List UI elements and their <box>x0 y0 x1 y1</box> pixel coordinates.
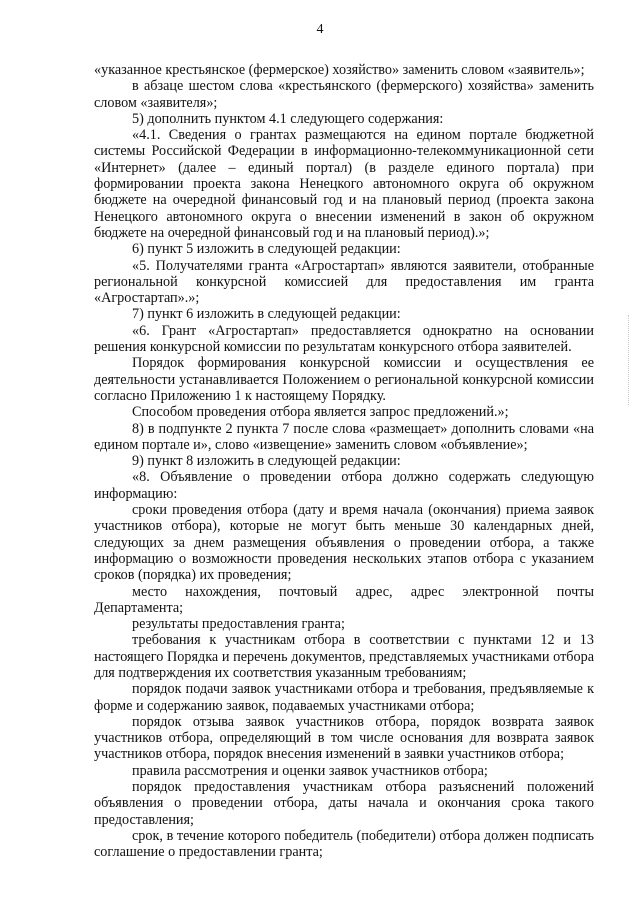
paragraph: срок, в течение которого победитель (победители) отбора должен подписать соглашение о предоставлении гранта; <box>94 827 594 861</box>
paragraph: «6. Грант «Агростартап» предоставляется однократно на основании решения конкурсной комиссии по результатам конкурсного отбора заявителей. <box>94 322 594 356</box>
paragraph: «указанное крестьянское (фермерское) хозяйство» заменить словом «заявитель»; <box>94 62 585 78</box>
paragraph: «8. Объявление о проведении отбора должно содержать следующую информацию: <box>94 469 594 502</box>
paragraph: 6) пункт 5 изложить в следующей редакции: <box>132 241 401 258</box>
paragraph: результаты предоставления гранта; <box>132 616 345 633</box>
paragraph: 7) пункт 6 изложить в следующей редакции: <box>132 306 401 323</box>
paragraph: в абзаце шестом слова «крестьянского (фермерского) хозяйства» заменить словом «заявителя»; <box>94 78 594 111</box>
paragraph: «5. Получателями гранта «Агростартап» являются заявители, отобранные региональной конкурсной комиссией для предоставления им гранта «Агростартап».»; <box>94 257 594 307</box>
paragraph: 9) пункт 8 изложить в следующей редакции: <box>132 453 401 470</box>
paragraph: Способом проведения отбора является запрос предложений.»; <box>132 404 509 421</box>
paragraph: сроки проведения отбора (дату и время начала (окончания) приема заявок участников отбора), которые не могут быть меньше 30 календарных дней, следующих за днем размещения объявления о проведении отбора, а также информацию о возможности проведения нескольких этапов отбора с указанием сроков (порядка) их проведения; <box>94 502 594 584</box>
paragraph: 5) дополнить пунктом 4.1 следующего содержания: <box>132 110 444 127</box>
paragraph: 8) в подпункте 2 пункта 7 после слова «размещает» дополнить словами «на едином портале и», слово «извещение» заменить словом «объявление»; <box>94 420 594 453</box>
scan-edge-mark <box>628 315 630 405</box>
paragraph: требования к участникам отбора в соответствии с пунктами 12 и 13 настоящего Порядка и перечень документов, представляемых участниками отбора для подтверждения их соответствия указанным требованиям; <box>94 632 594 681</box>
page-number: 4 <box>316 22 324 37</box>
paragraph: «4.1. Сведения о грантах размещаются на едином портале бюджетной системы Российской Федерации в информационно-телекоммуникационной сети «Интернет» (далее – единый портал) (в разделе единого портала) при формировании проекта закона Ненецкого автономного округа об окружном бюджете на очередной финансовый год и на плановый период (проекта закона Ненецкого автономного округа о внесении изменений в закон об окружном бюджете на очередной финансовый год и на плановый период).»; <box>94 127 594 241</box>
paragraph: порядок отзыва заявок участников отбора, порядок возврата заявок участников отбора, определяющий в том числе основания для возврата заявок участников отбора, порядок внесения изменений в заявки участников отбора; <box>94 713 594 763</box>
document-body <box>94 62 594 861</box>
paragraph: порядок подачи заявок участниками отбора и требования, предъявляемые к форме и содержанию заявок, подаваемых участниками отбора; <box>94 681 594 714</box>
paragraph: Порядок формирования конкурсной комиссии и осуществления ее деятельности устанавливается Положением о региональной конкурсной комиссии согласно Приложению 1 к настоящему Порядку. <box>94 355 594 404</box>
paragraph: правила рассмотрения и оценки заявок участников отбора; <box>132 762 488 779</box>
paragraph: место нахождения, почтовый адрес, адрес электронной почты Департамента; <box>94 583 594 616</box>
paragraph: порядок предоставления участникам отбора разъяснений положений объявления о проведении отбора, даты начала и окончания срока такого предоставления; <box>94 779 594 828</box>
